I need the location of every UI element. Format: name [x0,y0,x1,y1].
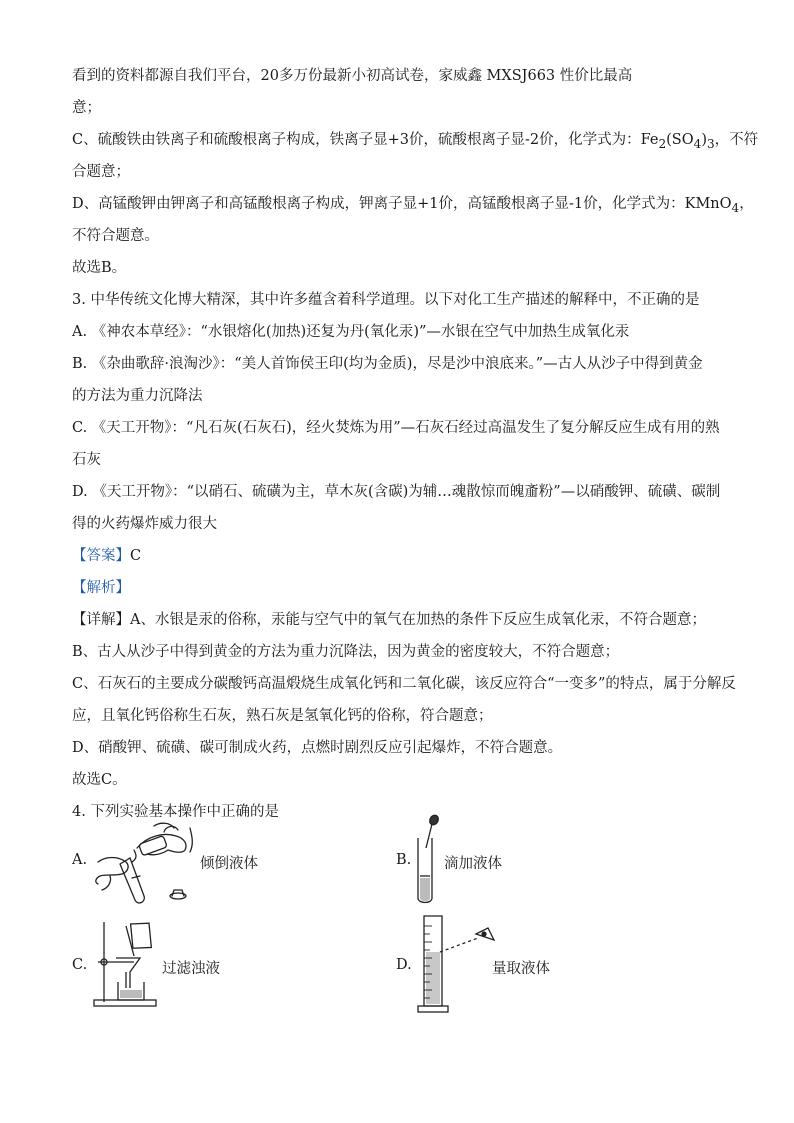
analysis-line [72,578,130,598]
option-c-label: 过滤浊液 [162,961,220,977]
question-3-stem: 3. 中华传统文化博大精深，其中许多蕴含着科学道理。以下对化工生产描述的解释中，不正确的是 [72,292,700,308]
question-3-option-d-cont: 得的火药爆炸威力很大 [72,516,217,532]
choice-line: 故选B。 [72,260,127,276]
detail-tag: 【详解】 [72,612,130,628]
explanation-line: B、古人从沙子中得到黄金的方法为重力沉降法，因为黄金的密度较大，不符合题意； [72,644,620,660]
text-line: 合题意； [72,164,130,180]
option-b-label: 滴加液体 [444,856,502,872]
explanation-d-line: D、高锰酸钾由钾离子和高锰酸根离子构成，钾离子显+1价，高锰酸根离子显-1价，化学式为：KMnO$_4$， [72,196,754,215]
option-a-label: 倾倒液体 [200,856,258,872]
analysis-tag: 【解析】 [72,580,130,596]
dropper-illustration [412,814,442,906]
question-4-stem: 4. 下列实验基本操作中正确的是 [72,804,279,820]
answer-tag: 【答案】 [72,548,130,564]
text-line: 不符合题意。 [72,228,159,244]
filtration-illustration [90,912,162,1010]
answer-value: C [130,548,142,564]
question-3-option-b-cont: 的方法为重力沉降法 [72,388,203,404]
pouring-liquid-illustration [92,818,202,908]
question-3-option-d: D. 《天工开物》：“以硝石、硫磺为主，草木灰(含碳)为辅…魂散惊而魄齑粉”—以硝酸钾、硫磺、碳制 [72,484,721,500]
detail-line: 【详解】A、水银是汞的俗称，汞能与空气中的氧气在加热的条件下反应生成氧化汞，不符合题意； [72,612,706,628]
explanation-line: 应，且氧化钙俗称生石灰，熟石灰是氢氧化钙的俗称，符合题意； [72,708,493,724]
option-c-letter: C. [72,957,88,973]
question-3-option-a: A. 《神农本草经》：“水银熔化(加热)还复为丹(氧化汞)”—水银在空气中加热生成氧化汞 [72,324,630,340]
option-d-letter: D. [396,957,412,973]
option-d-label: 量取液体 [492,961,550,977]
choice-line: 故选C。 [72,772,127,788]
question-3-option-b: B. 《杂曲歌辞·浪淘沙》：“美人首饰侯王印(均为金质)，尽是沙中浪底来。”—古人从沙子中得到黄金 [72,356,703,372]
option-b-letter: B. [396,852,412,868]
measuring-cylinder-illustration [414,912,504,1016]
explanation-line: C、石灰石的主要成分碳酸钙高温煅烧生成氧化钙和二氧化碳，该反应符合“一变多”的特点，属于分解反 [72,676,736,692]
watermark-line: 看到的资料都源自我们平台，20多万份最新小初高试卷，家威鑫 MXSJ663 性价比最高 [72,68,633,84]
text-line: 意； [72,100,101,116]
question-3-option-c: C. 《天工开物》：“凡石灰(石灰石)，经火焚炼为用”—石灰石经过高温发生了复分解反应生成有用的熟 [72,420,720,436]
question-3-option-c-cont: 石灰 [72,452,101,468]
answer-line [72,546,141,566]
explanation-line: D、硝酸钾、硫磺、碳可制成火药，点燃时剧烈反应引起爆炸，不符合题意。 [72,740,563,756]
explanation-c-line: C、硫酸铁由铁离子和硫酸根离子构成，铁离子显+3价，硫酸根离子显-2价，化学式为：$Fe_2(SO_4)_3$，不符 [72,132,759,151]
option-a-letter: A. [72,852,88,868]
